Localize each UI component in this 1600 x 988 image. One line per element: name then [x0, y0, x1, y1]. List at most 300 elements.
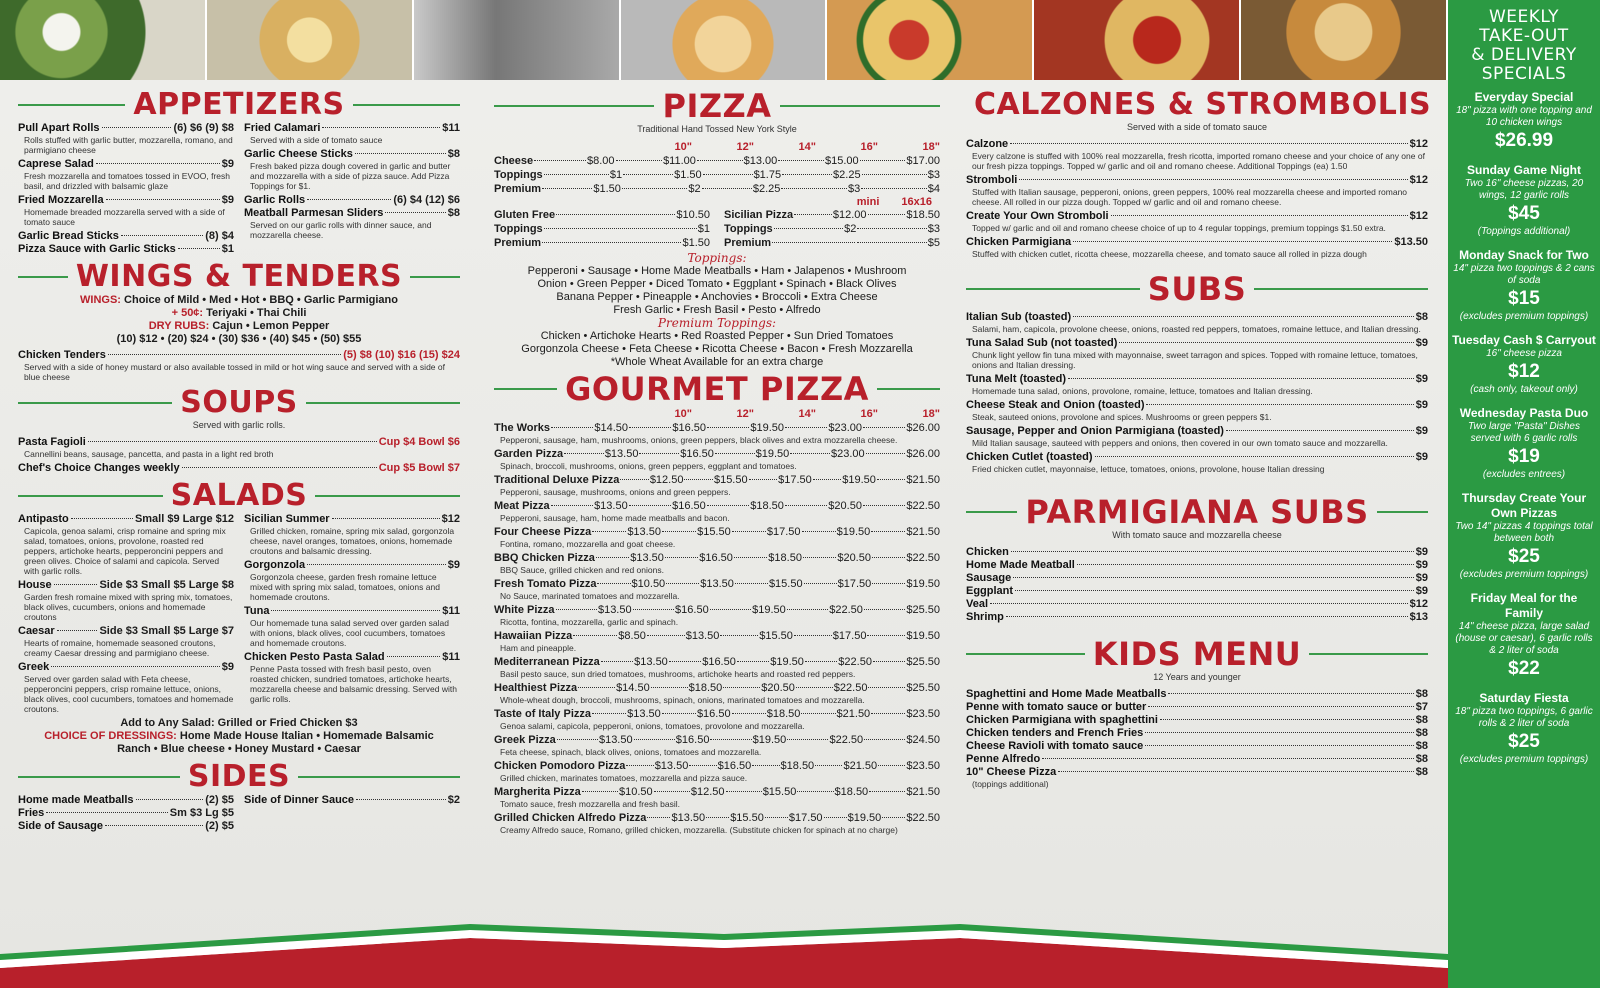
size-label: 18" — [922, 141, 940, 153]
price-cell — [781, 168, 860, 182]
dot-leader — [802, 531, 836, 532]
menu-item — [966, 585, 1428, 598]
price-value: $18.50 — [780, 760, 815, 772]
menu-item — [244, 194, 460, 207]
price-value: $16.50 — [675, 604, 709, 616]
size-header — [494, 140, 940, 154]
price-value: $21.50 — [906, 526, 941, 538]
special-card — [1452, 333, 1596, 396]
dot-leader — [1010, 143, 1407, 144]
dressings-label: CHOICE OF DRESSINGS: — [44, 730, 177, 742]
price-cell — [661, 525, 731, 539]
gluten-price: $10.50 — [676, 209, 710, 221]
price-cell — [862, 499, 940, 513]
item-price: $12 — [1409, 174, 1428, 186]
item-desc: Stuffed with chicken cutlet, ricotta cheese, mozzarella cheese, and tomato sauce all rolled in pizza dough — [972, 249, 1367, 259]
sicilian-row — [724, 208, 940, 222]
menu-item-row — [244, 794, 460, 807]
pizza-name: Toppings — [494, 169, 543, 181]
price-cell — [877, 759, 940, 773]
pizza-subtitle: Traditional Hand Tossed New York Style — [637, 124, 797, 134]
price-row — [494, 655, 940, 669]
item-price: $9 — [447, 559, 460, 571]
menu-item — [18, 807, 234, 820]
item-name: 10" Cheese Pizza — [966, 766, 1057, 778]
parm-subtitle: With tomato sauce and mozzarella cheese — [1112, 530, 1282, 540]
menu-item — [966, 210, 1428, 233]
menu-item — [18, 661, 234, 714]
menu-item — [18, 625, 234, 658]
item-price: $8 — [1415, 753, 1428, 765]
price-cell — [865, 447, 940, 461]
price-cell — [795, 681, 868, 695]
dot-leader — [629, 505, 671, 506]
special-card — [1452, 90, 1596, 153]
price-row — [494, 168, 940, 182]
menu-item-row — [18, 230, 234, 243]
price-value: $18.50 — [750, 500, 784, 512]
item-price: $13.50 — [1394, 236, 1428, 248]
price-cell — [793, 208, 866, 222]
dot-leader — [1145, 732, 1413, 733]
price-row — [494, 499, 940, 513]
item-price: $12 — [1409, 598, 1428, 610]
dot-leader — [651, 687, 688, 688]
menu-item — [966, 766, 1428, 789]
item-name: Chicken Parmigiana — [966, 236, 1072, 248]
price-value: $23.00 — [828, 422, 863, 434]
item-desc: Hearts of romaine, homemade seasoned croutons, creamy Caesar dressing and parmigiano cheese. — [24, 638, 216, 658]
price-cell — [541, 236, 710, 250]
price-value: $12.50 — [649, 474, 684, 486]
dot-leader — [813, 479, 841, 480]
menu-item — [18, 194, 234, 227]
dot-leader — [551, 505, 593, 506]
special-note: (excludes entrees) — [1482, 469, 1566, 480]
pizza-title: PIZZA — [662, 87, 772, 125]
item-desc: Chunk light yellow fin tuna mixed with mayonnaise, sweet tarragon and spices. Topped with romaine lettuce, tomatoes, onions and Italian dressing. — [972, 350, 1418, 370]
price-cell — [646, 629, 720, 643]
menu-item-row — [18, 194, 234, 207]
sides-right — [244, 794, 460, 833]
price-cell — [543, 222, 710, 236]
price-value: $16.50 — [702, 656, 736, 668]
special-title: Friday Meal for the Family — [1470, 591, 1578, 620]
item-name: Shrimp — [966, 611, 1004, 623]
tricolor-band — [0, 924, 1448, 988]
item-name: Stromboli — [966, 174, 1018, 186]
dot-leader — [355, 153, 446, 154]
item-name: Gorgonzola — [244, 559, 306, 571]
price-value: $1.75 — [753, 169, 782, 181]
item-price: $12 — [1409, 210, 1428, 222]
price-value: $14.50 — [616, 682, 650, 694]
toppings-title: Toppings: — [687, 251, 747, 265]
price-cell — [802, 551, 871, 565]
dot-leader — [877, 479, 905, 480]
dot-leader — [732, 531, 766, 532]
price-row — [494, 182, 940, 196]
price-cell — [705, 811, 764, 825]
item-price: $9 — [221, 661, 234, 673]
dot-leader — [634, 739, 675, 740]
price-cell — [683, 473, 747, 487]
kids-title: KIDS MENU — [1092, 635, 1302, 673]
item-name: Sausage — [966, 572, 1012, 584]
menu-item — [244, 794, 460, 807]
price-value: $19.50 — [836, 526, 871, 538]
pizza-desc: Ham and pineapple. — [500, 643, 577, 653]
dot-leader — [815, 765, 842, 766]
calzones-title: CALZONES & STROMBOLIS — [974, 87, 1432, 122]
dot-leader — [1111, 215, 1408, 216]
menu-item-row — [18, 462, 460, 475]
margherita-pizza-photo — [827, 0, 1034, 80]
price-value: $15.50 — [697, 526, 731, 538]
price-cell — [764, 811, 823, 825]
dot-leader — [556, 214, 675, 215]
gluten-free-list — [494, 208, 710, 250]
item-desc: Every calzone is stuffed with 100% real mozzarella, fresh ricotta, imported romano cheese and your choice of any one of our fresh pizza toppings. Topped w/ garlic and oil and romano cheese. Additional Toppings (ea) 1.50 — [972, 151, 1425, 171]
item-name: Garlic Bread Sticks — [18, 230, 119, 242]
price-value: $18.50 — [766, 708, 801, 720]
item-desc: Our homemade tuna salad served over garden salad with onions, black olives, cool cucumbers, tomatoes and homemade croutons. — [250, 618, 449, 648]
price-cell — [784, 499, 862, 513]
dot-leader — [1058, 771, 1414, 772]
price-cell — [665, 577, 734, 591]
price-cell — [823, 811, 882, 825]
dot-leader — [735, 583, 768, 584]
price-value: $19.50 — [770, 656, 804, 668]
dot-leader — [592, 531, 626, 532]
price-cell — [706, 499, 784, 513]
dryrubs-list: Cajun • Lemon Pepper — [212, 320, 330, 332]
price-value: $15.00 — [824, 155, 859, 167]
salad-addon: Add to Any Salad: Grilled or Fried Chicken $3 — [120, 717, 358, 729]
item-name: Meatball Parmesan Sliders — [244, 207, 384, 219]
price-value: $13.50 — [654, 760, 689, 772]
price-value: $22.50 — [829, 604, 863, 616]
price-cell — [722, 681, 795, 695]
dot-leader — [665, 557, 698, 558]
dot-leader — [787, 739, 828, 740]
dot-leader — [857, 242, 927, 243]
food-photo-strip — [0, 0, 1448, 80]
dot-leader — [868, 687, 905, 688]
price-value: $26.00 — [906, 422, 941, 434]
dot-leader — [662, 531, 696, 532]
menu-item — [966, 311, 1428, 334]
menu-item — [966, 598, 1428, 611]
item-name: Chicken tenders and French Fries — [966, 727, 1144, 739]
item-price: $8 — [1415, 688, 1428, 700]
price-cell — [881, 811, 940, 825]
menu-item — [244, 122, 460, 145]
price-value: $17.50 — [788, 812, 823, 824]
dot-leader — [878, 765, 905, 766]
pizza-name: Fresh Tomato Pizza — [494, 578, 597, 590]
price-cell — [696, 154, 777, 168]
dot-leader — [774, 228, 843, 229]
item-name: Garlic Cheese Sticks — [244, 148, 353, 160]
sicilian-row — [724, 236, 940, 250]
special-note: (Toppings additional) — [1477, 226, 1571, 237]
menu-item-row — [966, 740, 1428, 753]
price-value: $21.50 — [843, 760, 878, 772]
gourmet-title: GOURMET PIZZA — [565, 370, 869, 408]
right-column — [966, 84, 1432, 792]
price-cell — [555, 603, 632, 617]
price-cell — [860, 182, 940, 196]
price-row — [494, 629, 940, 643]
dot-leader — [1013, 577, 1414, 578]
dot-leader — [804, 583, 837, 584]
pizza-name: Grilled Chicken Alfredo Pizza — [494, 812, 647, 824]
item-desc: Fresh baked pizza dough covered in garlic and butter and mozzarella with a side of pizza sauce. Add Pizza Toppings for $1. — [250, 161, 451, 191]
price-cell — [550, 421, 628, 435]
item-name: Pasta Fagioli — [18, 436, 86, 448]
price-cell — [748, 473, 812, 487]
item-desc: Served on our garlic rolls with dinner sauce, and mozzarella cheese. — [250, 220, 432, 240]
price-value: $19.50 — [750, 422, 785, 434]
size-label: 16" — [860, 141, 878, 153]
price-cell — [706, 421, 784, 435]
pizza-name: Hawaiian Pizza — [494, 630, 573, 642]
item-desc: Salami, ham, capicola, provolone cheese, onions, roasted red peppers, tomatoes, romaine lettuce, and Italian dressing. — [972, 324, 1421, 334]
kids-header — [966, 635, 1428, 673]
price-value: $16.50 — [680, 448, 714, 460]
pizza-desc: Tomato sauce, fresh mozzarella and fresh basil. — [500, 799, 681, 809]
dot-leader — [1160, 719, 1414, 720]
menu-item — [966, 399, 1428, 422]
sicilian-name: Toppings — [724, 223, 773, 235]
dot-leader — [1148, 706, 1413, 707]
left-column — [18, 84, 460, 833]
wings-title: WINGS & TENDERS — [75, 259, 403, 294]
menu-item-row — [966, 425, 1428, 438]
special-card — [1452, 591, 1596, 681]
price-value: $21.50 — [836, 708, 871, 720]
tenders-desc: Served with a side of honey mustard or also available tossed in mild or hot wing sauce and served with a side of blue cheese — [24, 362, 445, 382]
dot-leader — [582, 791, 618, 792]
price-cell — [793, 629, 867, 643]
menu-item-row — [966, 572, 1428, 585]
price-cell — [714, 447, 789, 461]
pizza-name: White Pizza — [494, 604, 555, 616]
item-desc: Steak, sauteed onions, provolone and spices. Mushrooms or green peppers $1. — [972, 412, 1272, 422]
price-cell — [650, 681, 723, 695]
special-title: Everyday Special — [1474, 90, 1574, 104]
price-cell — [646, 811, 705, 825]
menu-item-row — [18, 807, 234, 820]
menu-item-row — [18, 820, 234, 833]
dot-leader — [623, 174, 673, 175]
dot-leader — [556, 609, 597, 610]
special-title: Saturday Fiesta — [1479, 691, 1569, 705]
price-value: $13.00 — [743, 155, 778, 167]
dot-leader — [707, 427, 749, 428]
special-price: $26.99 — [1494, 130, 1554, 151]
price-value: $25.50 — [906, 682, 941, 694]
price-cell — [581, 785, 653, 799]
item-price: $11 — [442, 651, 460, 663]
premium-line: Chicken • Artichoke Hearts • Red Roasted Pepper • Sun Dried Tomatoes — [540, 330, 894, 342]
menu-item — [966, 688, 1428, 701]
dot-leader — [102, 127, 172, 128]
pizza-name: Traditional Deluxe Pizza — [494, 474, 620, 486]
item-price: $11 — [442, 122, 460, 134]
menu-item-row — [966, 174, 1428, 187]
dot-leader — [787, 609, 828, 610]
item-price: $9 — [1415, 546, 1428, 558]
price-cell — [621, 182, 701, 196]
price-cell — [777, 154, 858, 168]
price-value: $18.50 — [688, 682, 723, 694]
special-desc: 14" cheese pizza, large salad (house or caesar), 6 garlic rolls & 2 liter of soda — [1455, 621, 1593, 656]
menu-item-row — [966, 311, 1428, 324]
sicilian-price: $18.50 — [906, 209, 940, 221]
item-desc: (toppings additional) — [972, 779, 1049, 789]
parm-title: PARMIGIANA SUBS — [1025, 493, 1369, 531]
item-price: $9 — [1415, 572, 1428, 584]
price-cell — [863, 603, 940, 617]
item-price: Small $9 Large $12 — [134, 513, 234, 525]
special-price: $25 — [1508, 546, 1540, 567]
dot-leader — [785, 505, 827, 506]
price-value: $22.50 — [906, 812, 940, 824]
special-note: (cash only, takeout only) — [1470, 384, 1578, 395]
dot-leader — [772, 242, 854, 243]
special-note: (excludes premium toppings) — [1459, 569, 1589, 580]
size-label: 14" — [798, 408, 816, 420]
item-name: Side of Dinner Sauce — [244, 794, 355, 806]
price-value: $16.50 — [675, 734, 710, 746]
price-cell — [859, 154, 940, 168]
dot-leader — [857, 228, 926, 229]
item-name: Tuna — [244, 605, 270, 617]
price-row — [494, 473, 940, 487]
menu-item-row — [244, 559, 460, 572]
price-value: $19.50 — [755, 448, 790, 460]
dot-leader — [872, 557, 905, 558]
special-price: $25 — [1508, 731, 1540, 752]
wings-flavors — [18, 294, 460, 307]
dot-leader — [882, 817, 905, 818]
wings-extra-label: + 50¢: — [171, 307, 204, 319]
price-value: $19.50 — [906, 630, 940, 642]
gluten-row — [494, 222, 710, 236]
special-price: $45 — [1508, 203, 1540, 224]
menu-item — [18, 243, 234, 256]
wings-extra-list: Teriyaki • Thai Chili — [206, 307, 307, 319]
menu-item-row — [966, 611, 1428, 624]
menu-item-row — [18, 122, 234, 135]
price-value: $10.50 — [631, 578, 666, 590]
garlic-rolls-photo — [207, 0, 414, 80]
price-value: $19.50 — [847, 812, 882, 824]
dot-leader — [46, 812, 168, 813]
price-cell — [731, 525, 801, 539]
special-title: Wednesday Pasta Duo — [1459, 406, 1589, 420]
dot-leader — [797, 791, 833, 792]
dot-leader — [860, 160, 906, 161]
dot-leader — [1226, 430, 1414, 431]
menu-item — [966, 572, 1428, 585]
item-name: Garlic Rolls — [244, 194, 306, 206]
price-value: $13.50 — [594, 500, 628, 512]
item-desc: Fried chicken cutlet, mayonnaise, lettuce, tomatoes, onions, provolone, house Italian dressing — [972, 464, 1325, 474]
size-label: 18" — [922, 408, 940, 420]
sicilian-row — [724, 222, 940, 236]
menu-item — [966, 714, 1428, 727]
menu-item — [966, 701, 1428, 714]
dot-leader — [1119, 342, 1413, 343]
pizza-desc: Genoa salami, capicola, pepperoni, onions, tomatoes, provolone and mozzarella. — [500, 721, 805, 731]
price-cell — [803, 577, 872, 591]
salad-photo — [0, 0, 207, 80]
sicilian-name: Sicilian Pizza — [724, 209, 794, 221]
item-price: Cup $5 Bowl $7 — [378, 462, 460, 474]
salads-header — [18, 478, 460, 513]
stromboli-photo — [1241, 0, 1448, 80]
menu-item-row — [18, 243, 234, 256]
price-row — [494, 707, 940, 721]
dot-leader — [544, 174, 609, 175]
size-header — [494, 407, 940, 421]
price-cell — [868, 785, 940, 799]
price-cell — [861, 168, 940, 182]
dot-leader — [647, 817, 670, 818]
price-cell — [664, 551, 733, 565]
appetizers-title: APPETIZERS — [133, 87, 345, 122]
price-cell — [577, 681, 650, 695]
dot-leader — [689, 765, 716, 766]
pizza-name: The Works — [494, 422, 551, 434]
menu-item-row — [244, 207, 460, 220]
dot-leader — [862, 174, 927, 175]
gluten-row — [494, 236, 710, 250]
dot-leader — [178, 248, 220, 249]
item-price: Side $3 Small $5 Large $8 — [99, 579, 234, 591]
item-price: (6) $4 (12) $6 — [393, 194, 460, 206]
dot-leader — [542, 188, 592, 189]
toppings-lines — [494, 265, 940, 317]
item-name: Chicken — [966, 546, 1009, 558]
price-cell — [870, 707, 940, 721]
pizza-desc: Creamy Alfredo sauce, Romano, grilled chicken, mozzarella. (Substitute chicken for spinach at no charge) — [500, 825, 898, 835]
price-cell — [628, 421, 706, 435]
item-price: $8 — [1415, 740, 1428, 752]
item-desc: Topped w/ garlic and oil and romano cheese choice of up to 4 regular toppings, premium toppings $1.50 extra. — [972, 223, 1386, 233]
price-value: $22.50 — [838, 656, 872, 668]
menu-item-row — [18, 158, 234, 171]
price-cell — [812, 473, 876, 487]
sides-left — [18, 794, 234, 833]
item-name: Spaghettini and Home Made Meatballs — [966, 688, 1167, 700]
salads-right — [244, 513, 460, 717]
dot-leader — [601, 661, 633, 662]
pizza-desc: Fontina, romano, mozzarella and goat cheese. — [500, 539, 676, 549]
item-desc: Served with a side of tomato sauce — [250, 135, 383, 145]
dot-leader — [732, 713, 766, 714]
pepperoni-pizza-photo — [1034, 0, 1241, 80]
dot-leader — [1015, 590, 1414, 591]
premium-title: Premium Toppings: — [657, 316, 777, 330]
dot-leader — [790, 453, 830, 454]
special-note: (excludes premium toppings) — [1459, 754, 1589, 765]
menu-item-row — [966, 714, 1428, 727]
menu-item-row — [18, 579, 234, 592]
